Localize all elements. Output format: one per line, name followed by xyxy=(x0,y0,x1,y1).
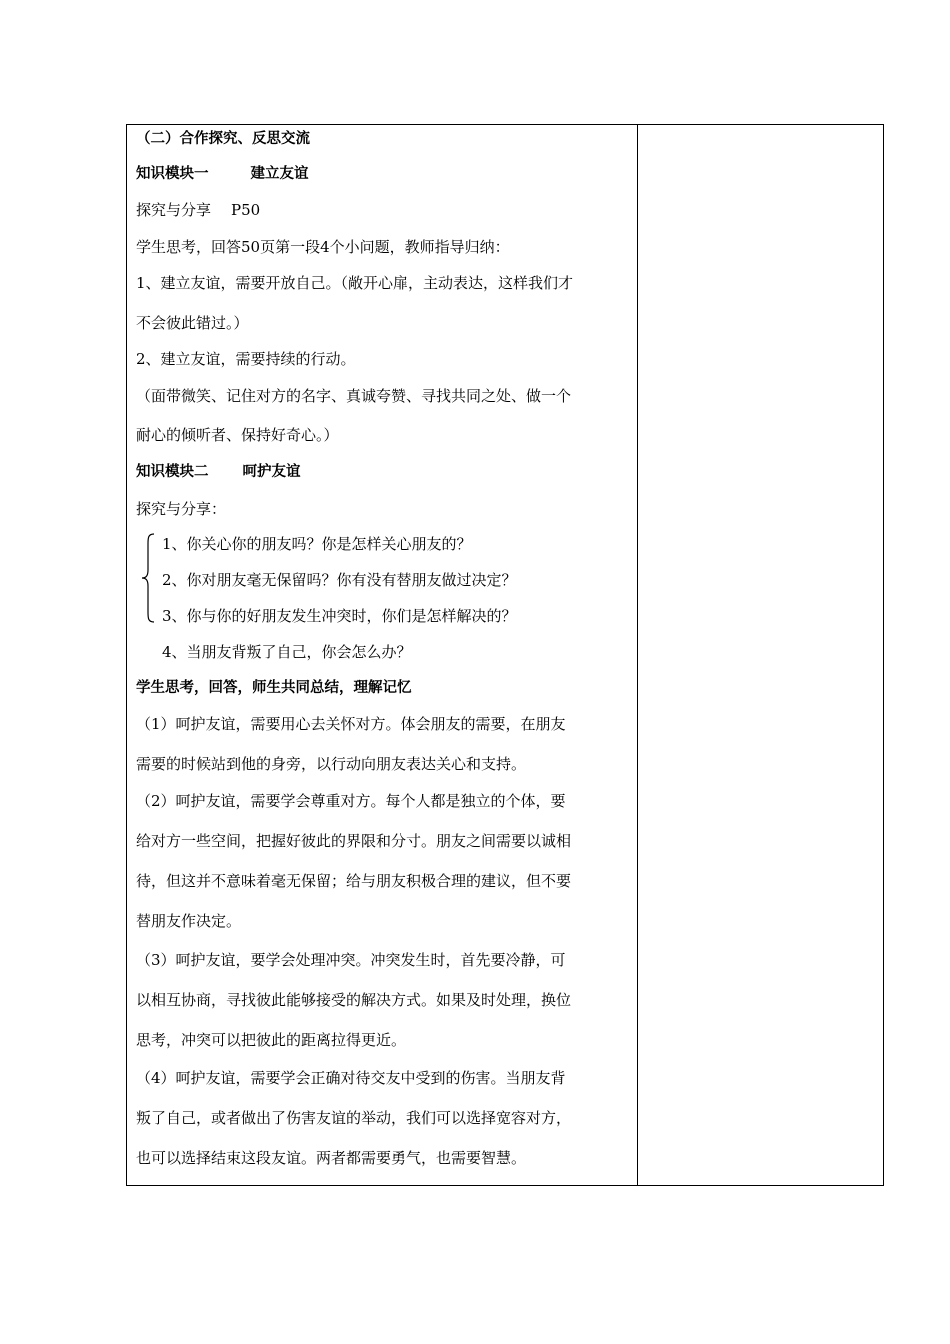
care2-line1: （2）呵护友谊，需要学会尊重对方。每个人都是独立的个体，要 xyxy=(136,792,566,810)
column-divider xyxy=(637,125,638,1185)
care3-line1: （3）呵护友谊，要学会处理冲突。冲突发生时，首先要冷静，可 xyxy=(136,951,566,969)
module2-title: 呵护友谊 xyxy=(242,464,301,480)
care4-line3: 也可以选择结束这段友谊。两者都需要勇气，也需要智慧。 xyxy=(136,1149,527,1167)
explore1-page: P50 xyxy=(231,201,261,219)
care4-line1: （4）呵护友谊，需要学会正确对待交友中受到的伤害。当朋友背 xyxy=(136,1069,566,1087)
explore1-line xyxy=(136,200,260,220)
question-3: 3、你与你的好朋友发生冲突时，你们是怎样解决的？ xyxy=(162,607,517,625)
point2-detail-line1: （面带微笑、记住对方的名字、真诚夸赞、寻找共同之处、做一个 xyxy=(136,387,572,405)
explore1-label: 探究与分享 xyxy=(136,201,212,219)
point2-detail-line2: 耐心的倾听者、保持好奇心。） xyxy=(136,426,339,444)
left-brace-icon xyxy=(140,532,156,624)
care2-line4: 替朋友作决定。 xyxy=(136,912,242,930)
module2-heading xyxy=(136,462,301,482)
point1-line2: 不会彼此错过。） xyxy=(136,314,249,332)
care3-line2: 以相互协商，寻找彼此能够接受的解决方式。如果及时处理，换位 xyxy=(136,991,572,1009)
left-cell xyxy=(136,125,631,1185)
point2: 2、建立友谊，需要持续的行动。 xyxy=(136,350,356,368)
question-1: 1、你关心你的朋友吗？你是怎样关心朋友的？ xyxy=(162,535,472,553)
module1-label: 知识模块一 xyxy=(136,166,209,182)
module1-heading xyxy=(136,164,309,184)
care2-line2: 给对方一些空间，把握好彼此的界限和分寸。朋友之间需要以诚相 xyxy=(136,832,572,850)
care1-line1: （1）呵护友谊，需要用心去关怀对方。体会朋友的需要，在朋友 xyxy=(136,715,566,733)
question-2: 2、你对朋友毫无保留吗？你有没有替朋友做过决定？ xyxy=(162,571,517,589)
lesson-table xyxy=(126,124,884,1186)
question-4: 4、当朋友背叛了自己，你会怎么办？ xyxy=(162,643,412,661)
care3-line3: 思考，冲突可以把彼此的距离拉得更近。 xyxy=(136,1031,407,1049)
instruction1: 学生思考，回答50页第一段4个小问题，教师指导归纳： xyxy=(136,238,510,256)
module1-title: 建立友谊 xyxy=(250,166,309,182)
care1-line2: 需要的时候站到他的身旁，以行动向朋友表达关心和支持。 xyxy=(136,755,527,773)
point1-line1: 1、建立友谊，需要开放自己。（敞开心扉，主动表达，这样我们才 xyxy=(136,274,574,292)
care4-line2: 叛了自己，或者做出了伤害友谊的举动，我们可以选择宽容对方， xyxy=(136,1109,572,1127)
explore2-label: 探究与分享： xyxy=(136,500,227,518)
module2-label: 知识模块二 xyxy=(136,464,209,480)
summary-heading: 学生思考，回答，师生共同总结，理解记忆 xyxy=(136,680,412,696)
care2-line3: 待，但这并不意味着毫无保留；给与朋友积极合理的建议，但不要 xyxy=(136,872,572,890)
section-heading: （二）合作探究、反思交流 xyxy=(136,131,310,147)
